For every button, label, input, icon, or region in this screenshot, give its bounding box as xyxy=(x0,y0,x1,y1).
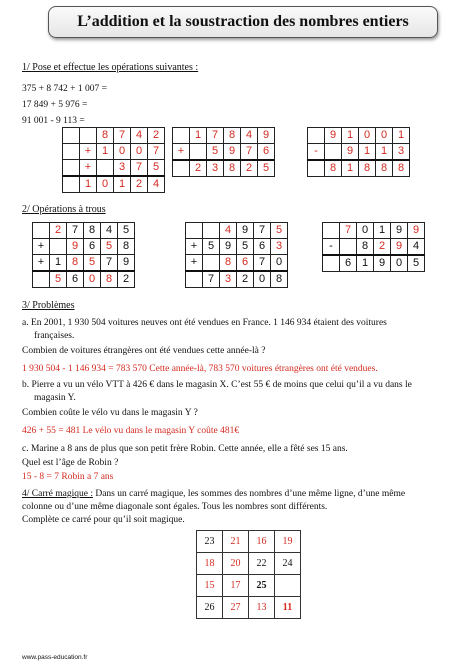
grid-cell: 9 xyxy=(391,223,408,239)
grid-cell: 2 xyxy=(374,239,391,256)
magic-cell: 20 xyxy=(223,553,249,575)
problem-b-text-2: magasin Y. xyxy=(34,393,76,403)
grid-cell: 6 xyxy=(237,255,254,272)
grid-row xyxy=(173,144,275,161)
grid-cell: 5 xyxy=(237,239,254,255)
grid-cell: 0 xyxy=(97,176,114,193)
problem-c-text: c. Marine a 8 ans de plus que son petit frère Robin. Cette année, elle a fêté ses 15 ans. xyxy=(22,444,348,454)
problem-c-question: Quel est l’âge de Robin ? xyxy=(22,458,119,468)
grid-cell: 7 xyxy=(340,223,357,239)
magic-cell: 27 xyxy=(223,597,249,619)
grid-cell xyxy=(63,176,80,193)
grid-cell xyxy=(80,128,97,144)
section3-heading: 3/ Problèmes xyxy=(22,300,75,311)
grid-cell: 5 xyxy=(84,255,101,272)
section4-text-3: Complète ce carré pour qu’il soit magique. xyxy=(22,515,185,525)
hole-grid-1 xyxy=(32,222,135,288)
grid-cell xyxy=(63,160,80,177)
grid-cell: + xyxy=(173,144,190,161)
grid-cell: 8 xyxy=(357,239,374,256)
footer-url: www.pass-education.fr xyxy=(22,654,88,661)
grid-row xyxy=(308,160,410,177)
grid-cell: 8 xyxy=(359,160,376,177)
grid-cell: 5 xyxy=(101,239,118,255)
grid-row xyxy=(33,271,135,288)
grid-cell: 0 xyxy=(84,271,101,288)
magic-cell xyxy=(275,575,301,597)
grid-cell xyxy=(308,160,325,177)
operation-2: 17 849 + 5 976 = xyxy=(22,100,88,110)
grid-cell: 8 xyxy=(101,271,118,288)
grid-cell xyxy=(203,223,220,239)
grid-cell: 2 xyxy=(131,176,148,193)
magic-cell: 15 xyxy=(197,575,223,597)
magic-cell: 11 xyxy=(275,597,301,619)
grid-row xyxy=(63,160,165,177)
magic-cell: 21 xyxy=(223,531,249,553)
column-grid-1 xyxy=(62,127,165,193)
grid-cell: 5 xyxy=(148,160,165,177)
grid-cell xyxy=(33,271,50,288)
grid-cell: 1 xyxy=(357,255,374,272)
magic-cell: 23 xyxy=(197,531,223,553)
grid-cell xyxy=(63,128,80,144)
section4-text-2: colonne ou d’une même diagonale sont égales. Tous les nombres sont différents. xyxy=(22,502,328,512)
hole-grid-2 xyxy=(185,222,288,288)
grid-cell: 2 xyxy=(50,223,67,239)
grid-cell: 5 xyxy=(408,255,425,272)
grid-cell: 4 xyxy=(408,239,425,256)
grid-cell: 7 xyxy=(254,255,271,272)
grid-cell: 7 xyxy=(114,128,131,144)
grid-cell: 8 xyxy=(67,255,84,272)
section4-line-1 xyxy=(22,489,405,499)
grid-cell: 2 xyxy=(190,160,207,177)
grid-cell: 0 xyxy=(131,144,148,160)
grid-cell: 1 xyxy=(190,128,207,144)
grid-cell: 8 xyxy=(376,160,393,177)
grid-cell: 4 xyxy=(131,128,148,144)
grid-cell: 7 xyxy=(207,128,224,144)
grid-cell xyxy=(63,144,80,160)
grid-cell xyxy=(50,239,67,255)
grid-cell: 2 xyxy=(237,271,254,288)
magic-cell: 22 xyxy=(249,553,275,575)
magic-cell: 24 xyxy=(275,553,301,575)
magic-cell: 26 xyxy=(197,597,223,619)
grid-cell: 1 xyxy=(376,144,393,161)
magic-cell: 16 xyxy=(249,531,275,553)
problem-a-text: a. En 2001, 1 930 504 voitures neuves ont été vendues en France. 1 146 934 étaient des voitures xyxy=(22,318,387,328)
grid-row xyxy=(323,255,425,272)
grid-cell: 9 xyxy=(237,223,254,239)
grid-cell: 0 xyxy=(357,223,374,239)
grid-cell: 9 xyxy=(118,255,135,272)
grid-row xyxy=(323,223,425,239)
section1-heading: 1/ Pose et effectue les opérations suivantes : xyxy=(22,62,199,73)
grid-row xyxy=(186,255,288,272)
grid-cell: 5 xyxy=(50,271,67,288)
problem-c-answer: 15 - 8 = 7 Robin a 7 ans xyxy=(22,472,114,482)
grid-row xyxy=(63,176,165,193)
grid-cell: 5 xyxy=(258,160,275,177)
grid-cell: 8 xyxy=(325,160,342,177)
grid-row xyxy=(33,255,135,272)
grid-cell: 5 xyxy=(207,144,224,161)
grid-cell: 9 xyxy=(374,255,391,272)
grid-cell xyxy=(203,255,220,272)
grid-cell: 2 xyxy=(148,128,165,144)
grid-cell: 5 xyxy=(271,223,288,239)
grid-cell: 4 xyxy=(241,128,258,144)
grid-cell: 6 xyxy=(258,144,275,161)
grid-row xyxy=(63,128,165,144)
grid-cell: 8 xyxy=(271,271,288,288)
grid-row xyxy=(33,223,135,239)
grid-cell xyxy=(190,144,207,161)
magic-cell: 17 xyxy=(223,575,249,597)
magic-cell: 13 xyxy=(249,597,275,619)
grid-cell: + xyxy=(186,255,203,272)
grid-cell: 8 xyxy=(84,223,101,239)
grid-cell: 7 xyxy=(131,160,148,177)
magic-cell: 19 xyxy=(275,531,301,553)
grid-cell: 7 xyxy=(241,144,258,161)
problem-b-answer: 426 + 55 = 481 Le vélo vu dans le magasin Y coûte 481€ xyxy=(22,426,240,436)
grid-cell: 1 xyxy=(114,176,131,193)
grid-cell: 9 xyxy=(258,128,275,144)
grid-cell: 3 xyxy=(220,271,237,288)
grid-cell: 6 xyxy=(340,255,357,272)
grid-row xyxy=(33,239,135,255)
grid-cell: 8 xyxy=(224,160,241,177)
grid-cell xyxy=(33,223,50,239)
grid-cell: 7 xyxy=(148,144,165,160)
grid-cell: 0 xyxy=(114,144,131,160)
section4-text-1: Dans un carré magique, les sommes des nombres d’une même ligne, d’une même xyxy=(92,489,406,499)
grid-cell: + xyxy=(80,160,97,177)
grid-row xyxy=(323,239,425,256)
problem-b-question: Combien coûte le vélo vu dans le magasin Y ? xyxy=(22,408,198,418)
magic-square xyxy=(196,530,301,619)
magic-row xyxy=(197,575,301,597)
grid-cell xyxy=(340,239,357,256)
grid-cell: 3 xyxy=(271,239,288,255)
magic-row xyxy=(197,597,301,619)
grid-cell: 1 xyxy=(342,160,359,177)
problem-a-question: Combien de voitures étrangères ont été vendues cette année-là ? xyxy=(22,346,266,356)
grid-cell: 2 xyxy=(118,271,135,288)
grid-cell: 8 xyxy=(220,255,237,272)
page-title: L’addition et la soustraction des nombres entiers xyxy=(48,6,438,38)
grid-cell: 9 xyxy=(342,144,359,161)
section4-heading: 4/ Carré magique : xyxy=(22,489,93,499)
grid-cell xyxy=(173,128,190,144)
grid-cell: - xyxy=(323,239,340,256)
grid-cell: 7 xyxy=(67,223,84,239)
grid-cell: 1 xyxy=(393,128,410,144)
grid-cell xyxy=(97,160,114,177)
grid-cell: 9 xyxy=(220,239,237,255)
grid-row xyxy=(63,144,165,160)
grid-cell: 7 xyxy=(254,223,271,239)
grid-cell: 9 xyxy=(408,223,425,239)
grid-cell: 7 xyxy=(203,271,220,288)
grid-cell: 8 xyxy=(97,128,114,144)
grid-cell: 9 xyxy=(325,128,342,144)
problem-b-text: b. Pierre a vu un vélo VTT à 426 € dans le magasin X. C’est 55 € de moins que celui qu’il a vu dans le xyxy=(22,380,412,390)
grid-cell: 8 xyxy=(393,160,410,177)
grid-cell: - xyxy=(308,144,325,161)
magic-row xyxy=(197,531,301,553)
problem-a-text-2: françaises. xyxy=(34,331,75,341)
grid-cell xyxy=(173,160,190,177)
grid-cell: 6 xyxy=(254,239,271,255)
grid-row xyxy=(173,160,275,177)
grid-cell: 0 xyxy=(254,271,271,288)
grid-cell: + xyxy=(33,239,50,255)
grid-cell: 7 xyxy=(101,255,118,272)
magic-cell: 18 xyxy=(197,553,223,575)
grid-cell: 0 xyxy=(359,128,376,144)
grid-cell: 0 xyxy=(376,128,393,144)
grid-cell: 8 xyxy=(118,239,135,255)
grid-row xyxy=(173,128,275,144)
grid-cell: 6 xyxy=(67,271,84,288)
grid-cell: + xyxy=(186,239,203,255)
grid-cell xyxy=(325,144,342,161)
grid-cell: + xyxy=(33,255,50,272)
column-grid-3 xyxy=(307,127,410,177)
grid-cell xyxy=(323,255,340,272)
grid-cell: 0 xyxy=(271,255,288,272)
grid-row xyxy=(308,128,410,144)
grid-cell xyxy=(323,223,340,239)
grid-row xyxy=(186,239,288,255)
grid-cell: 8 xyxy=(224,128,241,144)
magic-row xyxy=(197,553,301,575)
grid-cell: 9 xyxy=(391,239,408,256)
hole-grid-3 xyxy=(322,222,425,272)
grid-row xyxy=(308,144,410,161)
grid-row xyxy=(186,223,288,239)
grid-cell: 6 xyxy=(84,239,101,255)
operation-3: 91 001 - 9 113 = xyxy=(22,116,85,126)
grid-cell xyxy=(308,128,325,144)
grid-cell: 5 xyxy=(118,223,135,239)
grid-cell: 1 xyxy=(50,255,67,272)
grid-cell: 9 xyxy=(67,239,84,255)
magic-cell: 25 xyxy=(249,575,275,597)
grid-cell: 3 xyxy=(207,160,224,177)
operation-1: 375 + 8 742 + 1 007 = xyxy=(22,84,107,94)
grid-cell: 0 xyxy=(391,255,408,272)
grid-cell: 1 xyxy=(80,176,97,193)
section2-heading: 2/ Opérations à trous xyxy=(22,204,106,215)
grid-cell: 5 xyxy=(203,239,220,255)
grid-cell: 1 xyxy=(97,144,114,160)
grid-cell: 1 xyxy=(374,223,391,239)
grid-cell: 1 xyxy=(359,144,376,161)
column-grid-2 xyxy=(172,127,275,177)
grid-cell xyxy=(186,223,203,239)
grid-cell: 4 xyxy=(148,176,165,193)
grid-row xyxy=(186,271,288,288)
grid-cell: 4 xyxy=(101,223,118,239)
grid-cell: 4 xyxy=(220,223,237,239)
problem-a-answer: 1 930 504 - 1 146 934 = 783 570 Cette année-là, 783 570 voitures étrangères ont été vendues. xyxy=(22,364,378,374)
grid-cell: 2 xyxy=(241,160,258,177)
grid-cell: 9 xyxy=(224,144,241,161)
grid-cell: 1 xyxy=(342,128,359,144)
grid-cell: + xyxy=(80,144,97,160)
grid-cell: 3 xyxy=(114,160,131,177)
grid-cell xyxy=(186,271,203,288)
grid-cell: 3 xyxy=(393,144,410,161)
